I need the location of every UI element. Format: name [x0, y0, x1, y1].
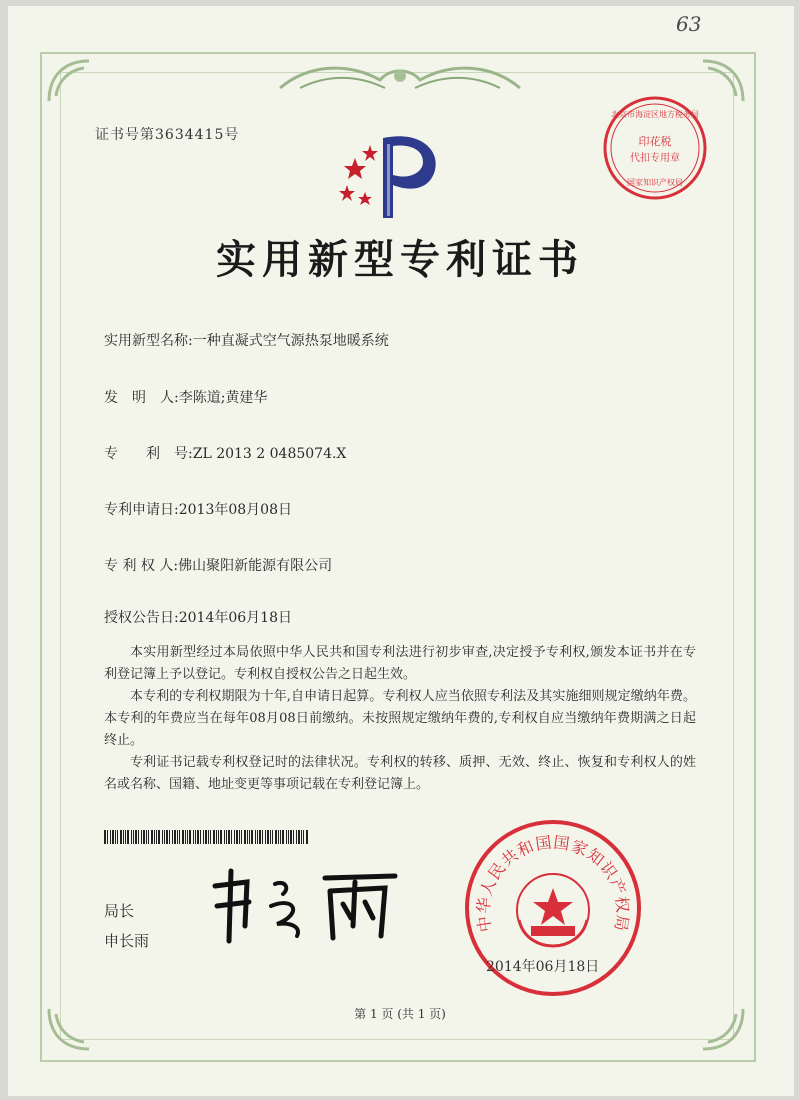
barcode-bar — [104, 830, 106, 844]
field-patentee — [104, 555, 332, 575]
barcode-bar — [241, 830, 242, 844]
barcode-bar — [270, 830, 271, 844]
field-value: ZL 2013 2 0485074.X — [192, 446, 347, 462]
barcode-bar — [282, 830, 284, 844]
barcode-bar — [272, 830, 273, 844]
barcode-bar — [169, 830, 170, 844]
barcode-bar — [166, 830, 168, 844]
barcode-bar — [143, 830, 145, 844]
barcode-bar — [131, 830, 132, 844]
field-label: 实用新型名称: — [104, 333, 193, 349]
barcode-bar — [213, 830, 215, 844]
barcode-bar — [267, 830, 269, 844]
barcode-bar — [239, 830, 240, 844]
barcode-bar — [123, 830, 124, 844]
barcode-bar — [280, 830, 281, 844]
handwritten-number: 63 — [676, 12, 702, 36]
field-label: 发 明 人: — [104, 390, 179, 406]
field-value: 一种直凝式空气源热泵地暖系统 — [192, 333, 389, 349]
barcode-bar — [306, 830, 308, 844]
issue-date: 2014年06月18日 — [486, 959, 600, 975]
barcode-bar — [187, 830, 188, 844]
barcode-bar — [228, 830, 230, 844]
barcode-bar — [205, 830, 207, 844]
barcode — [104, 830, 310, 844]
certificate-body — [104, 642, 696, 796]
barcode-bar — [127, 830, 129, 844]
barcode-bar — [296, 830, 297, 844]
barcode-bar — [244, 830, 246, 844]
barcode-bar — [177, 830, 178, 844]
certificate-number: 证书号第3634415号 — [95, 127, 240, 143]
patent-office-logo — [335, 130, 445, 225]
field-patent-number — [104, 443, 346, 463]
field-label: 专利申请日: — [104, 502, 179, 518]
barcode-bar — [110, 830, 111, 844]
barcode-bar — [210, 830, 211, 844]
field-inventor — [104, 387, 267, 407]
barcode-bar — [146, 830, 147, 844]
barcode-bar — [290, 830, 292, 844]
field-value: 李陈道;黄建华 — [178, 390, 268, 406]
barcode-bar — [251, 830, 253, 844]
barcode-bar — [259, 830, 261, 844]
barcode-bar — [275, 830, 277, 844]
barcode-bar — [179, 830, 180, 844]
paragraph: 本专利的专利权期限为十年,自申请日起算。专利权人应当依照专利法及其实施细则规定缴纳年费。本专利的年费应当在每年08月08日前缴纳。未按照规定缴纳年费的,专利权自应当缴纳年费期满之日起终止。 — [104, 689, 696, 748]
page-number: 第 1 页 (共 1 页) — [354, 1007, 446, 1021]
barcode-bar — [293, 830, 294, 844]
barcode-bar — [158, 830, 160, 844]
barcode-bar — [301, 830, 302, 844]
barcode-bar — [218, 830, 219, 844]
barcode-bar — [203, 830, 204, 844]
barcode-bar — [182, 830, 184, 844]
barcode-bar — [115, 830, 116, 844]
field-utility-model-name — [104, 330, 389, 350]
barcode-bar — [164, 830, 165, 844]
barcode-bar — [234, 830, 235, 844]
barcode-bar — [125, 830, 126, 844]
director-title: 局长 — [104, 902, 135, 920]
certificate-title: 实用新型专利证书 — [216, 237, 584, 283]
barcode-bar — [133, 830, 134, 844]
barcode-bar — [172, 830, 173, 844]
barcode-bar — [117, 830, 118, 844]
barcode-bar — [138, 830, 139, 844]
paragraph: 本实用新型经过本局依照中华人民共和国专利法进行初步审查,决定授予专利权,颁发本证书并在专利登记簿上予以登记。专利权自授权公告之日起生效。 — [104, 645, 696, 682]
field-grant-date — [104, 607, 292, 627]
barcode-bar — [174, 830, 176, 844]
field-label: 专 利 号: — [104, 446, 193, 462]
barcode-bar — [156, 830, 157, 844]
svg-text:国家知识产权局: 国家知识产权局 — [627, 178, 683, 187]
director-name: 申长雨 — [104, 932, 150, 950]
director-signature — [205, 866, 405, 946]
svg-text:印花税: 印花税 — [638, 135, 672, 148]
barcode-bar — [107, 830, 108, 844]
barcode-bar — [208, 830, 209, 844]
barcode-bar — [112, 830, 114, 844]
barcode-bar — [141, 830, 142, 844]
barcode-bar — [298, 830, 300, 844]
field-label: 授权公告日: — [104, 610, 179, 626]
svg-text:中华人民共和国国家知识产权局: 中华人民共和国国家知识产权局 — [473, 832, 633, 934]
corner-ornament-top-left — [44, 56, 94, 106]
barcode-bar — [257, 830, 258, 844]
field-value: 2014年06月18日 — [178, 610, 292, 626]
barcode-bar — [236, 830, 238, 844]
barcode-bar — [262, 830, 263, 844]
barcode-bar — [288, 830, 289, 844]
barcode-bar — [247, 830, 248, 844]
barcode-bar — [189, 830, 191, 844]
barcode-bar — [286, 830, 287, 844]
field-label: 专 利 权 人: — [104, 558, 179, 574]
field-value: 2013年08月08日 — [178, 502, 292, 518]
barcode-bar — [265, 830, 266, 844]
barcode-bar — [193, 830, 194, 844]
barcode-bar — [120, 830, 122, 844]
barcode-bar — [216, 830, 217, 844]
barcode-bar — [185, 830, 186, 844]
barcode-bar — [148, 830, 149, 844]
barcode-bar — [226, 830, 227, 844]
barcode-bar — [278, 830, 279, 844]
barcode-bar — [151, 830, 153, 844]
barcode-bar — [220, 830, 222, 844]
svg-text:代扣专用章: 代扣专用章 — [630, 153, 680, 164]
barcode-bar — [195, 830, 196, 844]
barcode-bar — [231, 830, 232, 844]
barcode-bar — [224, 830, 225, 844]
barcode-bar — [135, 830, 137, 844]
top-ornament — [270, 58, 530, 98]
field-value: 佛山聚阳新能源有限公司 — [178, 558, 333, 574]
barcode-bar — [249, 830, 250, 844]
barcode-bar — [154, 830, 155, 844]
tax-stamp-seal — [600, 93, 710, 203]
barcode-bar — [303, 830, 304, 844]
barcode-bar — [197, 830, 199, 844]
barcode-bar — [255, 830, 256, 844]
field-application-date — [104, 499, 292, 519]
barcode-bar — [200, 830, 201, 844]
svg-text:北京市海淀区地方税务局: 北京市海淀区地方税务局 — [611, 110, 699, 119]
paragraph: 专利证书记载专利权登记时的法律状况。专利权的转移、质押、无效、终止、恢复和专利权人的姓名或名称、国籍、地址变更等事项记载在专利登记簿上。 — [104, 755, 696, 792]
barcode-bar — [162, 830, 163, 844]
